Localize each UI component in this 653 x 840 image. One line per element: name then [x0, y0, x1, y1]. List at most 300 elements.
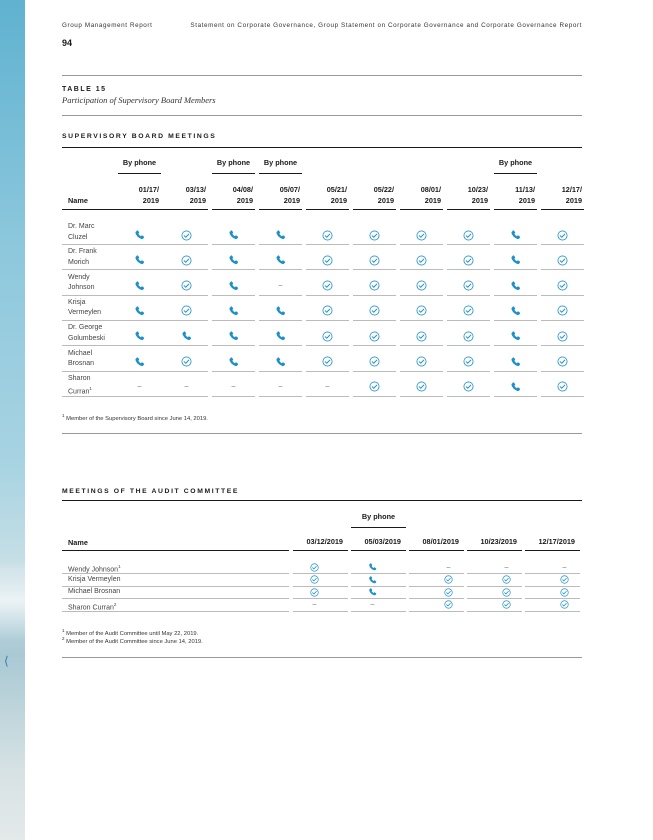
audit-member-name: [68, 575, 121, 586]
date-column-header: [304, 185, 347, 206]
date-header-line-2: 2019: [518, 195, 535, 205]
attendance-cell: [353, 353, 396, 371]
attendance-cell: [494, 353, 537, 371]
date-header-line-2: 2019: [424, 195, 441, 205]
row-separator: [447, 396, 490, 397]
attendance-cell: [494, 378, 537, 396]
check-circle-icon: [181, 305, 192, 316]
row-separator: [541, 244, 584, 245]
header-bottom-rule: [541, 209, 584, 210]
date-header-line-1: 01/17/: [138, 185, 159, 194]
date-column-header: [163, 185, 206, 206]
attendance-cell: [541, 327, 584, 345]
attendance-cell: [447, 226, 490, 244]
row-separator: [494, 345, 537, 346]
header-bottom-rule: [409, 550, 464, 551]
table-title: Participation of Supervisory Board Members: [62, 95, 216, 105]
attendance-cell: [353, 277, 396, 295]
date-column-header: [492, 185, 535, 206]
attendance-cell: [165, 353, 208, 371]
row-separator: [494, 269, 537, 270]
header-bottom-rule: [293, 550, 348, 551]
row-separator: [259, 371, 302, 372]
attendance-cell: [541, 226, 584, 244]
check-circle-icon: [181, 255, 192, 266]
audit-footnote-2: [62, 635, 203, 646]
board-member-name: [68, 298, 101, 319]
row-separator: [353, 244, 396, 245]
dash-symbol: –: [562, 563, 567, 571]
attendance-cell: [259, 277, 302, 295]
row-separator: [353, 371, 396, 372]
board-section-title: SUPERVISORY BOARD MEETINGS: [62, 133, 217, 140]
dash-symbol: –: [184, 383, 189, 391]
attendance-cell: [400, 302, 443, 320]
row-separator: [306, 295, 349, 296]
divider: [62, 75, 582, 76]
bookmark-icon[interactable]: ⟨: [4, 654, 9, 668]
phone-icon: [510, 356, 521, 368]
name-line-1: Krisja: [68, 298, 86, 306]
row-separator: [541, 371, 584, 372]
check-circle-icon: [560, 600, 569, 609]
phone-header-underline: [351, 527, 406, 528]
attendance-cell: [306, 353, 349, 371]
member-name: Sharon Curran: [68, 603, 114, 611]
board-member-name: [68, 374, 92, 398]
phone-icon: [510, 330, 521, 342]
attendance-cell: [541, 251, 584, 269]
check-circle-icon: [369, 230, 380, 241]
row-separator: [525, 611, 580, 612]
phone-icon: [228, 280, 239, 292]
phone-icon: [368, 587, 377, 597]
attendance-cell: [165, 302, 208, 320]
dash-symbol: –: [312, 601, 317, 608]
attendance-cell: [212, 251, 255, 269]
row-separator: [212, 269, 255, 270]
table-label: TABLE 15: [62, 86, 107, 93]
attendance-cell: [447, 378, 490, 396]
phone-icon: [368, 562, 377, 572]
name-line-2: Vermeylen: [68, 309, 102, 317]
name-column-header: Name: [68, 196, 88, 205]
date-header-line-1: 05/21/: [326, 185, 347, 194]
row-separator: [447, 244, 490, 245]
check-circle-icon: [560, 588, 569, 597]
attendance-cell: [447, 251, 490, 269]
check-circle-icon: [369, 381, 380, 392]
check-circle-icon: [416, 255, 427, 266]
date-column-header: 12/17/2019: [538, 537, 575, 546]
row-separator: [212, 396, 255, 397]
attendance-cell: [353, 226, 396, 244]
date-header-line-2: 2019: [330, 195, 347, 205]
board-member-name: [68, 222, 94, 243]
row-separator: [306, 320, 349, 321]
row-separator: [447, 269, 490, 270]
row-separator: [353, 295, 396, 296]
attendance-cell: [447, 277, 490, 295]
attendance-cell: [306, 327, 349, 345]
audit-footnote-2-mark: 2: [62, 636, 65, 641]
phone-header-underline: [212, 173, 255, 174]
name-line-2: Brosnan: [68, 360, 95, 367]
running-header-left: Group Management Report: [62, 22, 153, 29]
attendance-cell: [353, 327, 396, 345]
attendance-cell: [118, 353, 161, 371]
check-circle-icon: [463, 356, 474, 367]
phone-header-label: By phone: [361, 512, 396, 521]
phone-icon: [228, 330, 239, 342]
row-separator: [259, 396, 302, 397]
date-column-header: [351, 185, 394, 206]
attendance-cell: [212, 353, 255, 371]
row-separator: [541, 269, 584, 270]
date-header-line-2: 2019: [189, 195, 206, 205]
row-separator: [118, 371, 161, 372]
phone-header-label: By phone: [498, 158, 533, 167]
phone-icon: [368, 575, 377, 585]
divider: [62, 433, 582, 434]
phone-header-underline: [259, 173, 302, 174]
audit-section-title: MEETINGS OF THE AUDIT COMMITTEE: [62, 488, 239, 495]
header-bottom-rule: [494, 209, 537, 210]
check-circle-icon: [502, 575, 511, 584]
check-circle-icon: [181, 356, 192, 367]
attendance-cell: [165, 226, 208, 244]
check-circle-icon: [416, 305, 427, 316]
check-circle-icon: [463, 230, 474, 241]
date-column-header: [398, 185, 441, 206]
board-footnote: [62, 412, 208, 423]
check-circle-icon: [463, 255, 474, 266]
date-column-header: 10/23/2019: [480, 537, 517, 546]
row-separator: [165, 295, 208, 296]
attendance-cell: [212, 327, 255, 345]
row-separator: [212, 345, 255, 346]
check-circle-icon: [557, 230, 568, 241]
attendance-cell: [494, 277, 537, 295]
check-circle-icon: [322, 230, 333, 241]
attendance-cell: [494, 226, 537, 244]
date-column-header: [257, 185, 300, 206]
attendance-cell: [494, 251, 537, 269]
audit-footnote-1-text: Member of the Audit Committee until May 22, 2019.: [66, 630, 199, 637]
attendance-cell: [541, 302, 584, 320]
header-bottom-rule: [212, 209, 255, 210]
page-number: 94: [62, 38, 73, 48]
row-separator: [259, 345, 302, 346]
phone-header-label: By phone: [216, 158, 251, 167]
row-separator: [212, 320, 255, 321]
date-header-line-2: 2019: [283, 195, 300, 205]
attendance-cell: [353, 251, 396, 269]
row-separator: [306, 244, 349, 245]
phone-icon: [275, 330, 286, 342]
attendance-cell: [212, 226, 255, 244]
row-separator: [541, 295, 584, 296]
attendance-cell: [400, 353, 443, 371]
name-line-1: Wendy: [68, 273, 90, 281]
attendance-cell: [259, 302, 302, 320]
board-member-name: [68, 323, 105, 344]
attendance-cell: [165, 378, 208, 396]
check-circle-icon: [322, 356, 333, 367]
attendance-cell: [259, 378, 302, 396]
check-circle-icon: [444, 600, 453, 609]
phone-icon: [275, 229, 286, 241]
date-header-line-2: 2019: [565, 195, 582, 205]
phone-icon: [275, 356, 286, 368]
attendance-cell: [541, 378, 584, 396]
row-separator: [62, 611, 289, 612]
phone-header-label: By phone: [122, 158, 157, 167]
date-column-header: [116, 185, 159, 206]
header-bottom-rule: [447, 209, 490, 210]
row-separator: [353, 269, 396, 270]
check-circle-icon: [416, 280, 427, 291]
row-separator: [447, 345, 490, 346]
running-header-right: Statement on Corporate Governance, Group Statement on Corporate Governance and Corporate Governance Report: [190, 22, 582, 29]
name-line-2: Cluzel: [68, 233, 88, 241]
attendance-cell: [306, 302, 349, 320]
side-strip-highlight: [0, 560, 25, 640]
phone-header-underline: [494, 173, 537, 174]
check-circle-icon: [322, 280, 333, 291]
phone-icon: [134, 254, 145, 266]
phone-icon: [275, 254, 286, 266]
header-bottom-rule: [165, 209, 208, 210]
check-circle-icon: [560, 575, 569, 584]
phone-icon: [134, 356, 145, 368]
row-separator: [165, 269, 208, 270]
row-separator: [118, 320, 161, 321]
attendance-cell: [306, 277, 349, 295]
header-bottom-rule: [351, 550, 406, 551]
check-circle-icon: [369, 305, 380, 316]
phone-icon: [510, 254, 521, 266]
attendance-cell: [259, 353, 302, 371]
row-separator: [118, 244, 161, 245]
attendance-cell: [306, 378, 349, 396]
check-circle-icon: [502, 600, 511, 609]
phone-header: [351, 512, 406, 528]
row-separator: [293, 611, 348, 612]
header-bottom-rule: [62, 550, 289, 551]
check-circle-icon: [463, 305, 474, 316]
check-circle-icon: [557, 255, 568, 266]
attendance-cell: [447, 302, 490, 320]
name-line-2: Golumbeski: [68, 334, 105, 342]
phone-header: [259, 158, 302, 174]
row-separator: [259, 269, 302, 270]
header-bottom-rule: [306, 209, 349, 210]
date-header-line-1: 05/22/: [373, 185, 394, 194]
check-circle-icon: [416, 331, 427, 342]
header-bottom-rule: [259, 209, 302, 210]
dash-symbol: –: [231, 383, 236, 391]
board-member-name: [68, 273, 94, 294]
row-separator: [118, 269, 161, 270]
name-line-1: Michael: [68, 349, 93, 357]
check-circle-icon: [310, 563, 319, 572]
dash-symbol: –: [504, 563, 509, 571]
dash-symbol: –: [325, 383, 330, 391]
row-separator: [400, 295, 443, 296]
row-separator: [351, 611, 406, 612]
row-separator: [541, 345, 584, 346]
row-separator: [494, 244, 537, 245]
row-separator: [212, 295, 255, 296]
check-circle-icon: [369, 280, 380, 291]
check-circle-icon: [369, 356, 380, 367]
row-separator: [353, 396, 396, 397]
check-circle-icon: [463, 331, 474, 342]
row-separator: [306, 345, 349, 346]
dash-symbol: –: [370, 601, 375, 608]
row-separator: [165, 371, 208, 372]
check-circle-icon: [416, 230, 427, 241]
name-line-2: Morich: [68, 258, 90, 266]
row-separator: [447, 295, 490, 296]
attendance-cell: [118, 226, 161, 244]
row-separator: [165, 320, 208, 321]
check-circle-icon: [369, 331, 380, 342]
check-circle-icon: [444, 575, 453, 584]
row-separator: [165, 396, 208, 397]
check-circle-icon: [310, 588, 319, 597]
attendance-cell: [447, 327, 490, 345]
phone-header-underline: [118, 173, 161, 174]
member-name: Wendy Johnson: [68, 566, 119, 574]
check-circle-icon: [463, 381, 474, 392]
date-header-line-2: 2019: [142, 195, 159, 205]
row-separator: [400, 345, 443, 346]
row-separator: [494, 396, 537, 397]
attendance-cell: [259, 327, 302, 345]
check-circle-icon: [310, 575, 319, 584]
date-header-line-1: 11/13/: [515, 185, 535, 194]
header-bottom-rule: [467, 550, 522, 551]
check-circle-icon: [557, 381, 568, 392]
audit-member-name: [68, 587, 120, 598]
attendance-cell: [353, 378, 396, 396]
phone-icon: [134, 280, 145, 292]
phone-icon: [510, 229, 521, 241]
attendance-cell: [212, 378, 255, 396]
row-separator: [400, 244, 443, 245]
phone-icon: [228, 254, 239, 266]
row-separator: [118, 295, 161, 296]
member-name: Krisja Vermeylen: [68, 575, 121, 583]
check-circle-icon: [557, 356, 568, 367]
row-separator: [306, 396, 349, 397]
date-header-line-1: 08/01/: [420, 185, 441, 194]
check-circle-icon: [369, 255, 380, 266]
row-separator: [447, 371, 490, 372]
phone-header: [118, 158, 161, 174]
attendance-cell: [118, 251, 161, 269]
divider: [62, 657, 582, 658]
phone-icon: [228, 305, 239, 317]
dash-symbol: –: [278, 383, 283, 391]
row-separator: [409, 611, 464, 612]
phone-icon: [134, 330, 145, 342]
phone-icon: [134, 229, 145, 241]
attendance-cell: [494, 302, 537, 320]
check-circle-icon: [557, 280, 568, 291]
date-column-header: [445, 185, 488, 206]
name-line-1: Dr. George: [68, 324, 103, 332]
board-table-top-rule: [62, 147, 582, 148]
row-separator: [400, 371, 443, 372]
footnote-marker: 2: [113, 601, 117, 607]
dash-symbol: –: [446, 563, 451, 571]
attendance-cell: [259, 251, 302, 269]
board-footnote-text: Member of the Supervisory Board since June 14, 2019.: [66, 415, 208, 422]
row-separator: [212, 244, 255, 245]
dash-symbol: –: [278, 282, 283, 290]
footnote-marker: 1: [118, 564, 121, 569]
attendance-cell: [118, 302, 161, 320]
phone-icon: [510, 305, 521, 317]
row-separator: [494, 295, 537, 296]
row-separator: [306, 371, 349, 372]
row-separator: [259, 244, 302, 245]
attendance-cell: [494, 327, 537, 345]
row-separator: [400, 396, 443, 397]
name-line-2: Curran: [68, 388, 90, 396]
check-circle-icon: [444, 588, 453, 597]
date-column-header: 03/12/2019: [306, 537, 343, 546]
attendance-cell: [306, 251, 349, 269]
attendance-cell: [118, 327, 161, 345]
header-bottom-rule: [525, 550, 580, 551]
check-circle-icon: [322, 305, 333, 316]
date-header-line-1: 05/07/: [279, 185, 300, 194]
attendance-cell: [400, 226, 443, 244]
row-separator: [212, 371, 255, 372]
date-header-line-2: 2019: [471, 195, 488, 205]
board-footnote-mark: 1: [62, 413, 65, 418]
check-circle-icon: [181, 280, 192, 291]
check-circle-icon: [463, 280, 474, 291]
attendance-cell: [400, 327, 443, 345]
attendance-cell: [400, 277, 443, 295]
decorative-side-strip: [0, 0, 25, 840]
divider: [62, 115, 582, 116]
phone-header: [494, 158, 537, 174]
header-bottom-rule: [400, 209, 443, 210]
attendance-cell: [306, 226, 349, 244]
row-separator: [353, 345, 396, 346]
row-separator: [165, 244, 208, 245]
check-circle-icon: [557, 331, 568, 342]
date-column-header: 08/01/2019: [422, 537, 459, 546]
attendance-cell: [165, 251, 208, 269]
phone-header-label: By phone: [263, 158, 298, 167]
row-separator: [259, 295, 302, 296]
audit-footnote-2-text: Member of the Audit Committee since June 14, 2019.: [66, 638, 203, 645]
phone-icon: [510, 381, 521, 393]
row-separator: [494, 320, 537, 321]
dash-symbol: –: [137, 383, 142, 391]
date-header-line-2: 2019: [377, 195, 394, 205]
attendance-cell: [259, 226, 302, 244]
row-separator: [467, 611, 522, 612]
header-bottom-rule: [353, 209, 396, 210]
